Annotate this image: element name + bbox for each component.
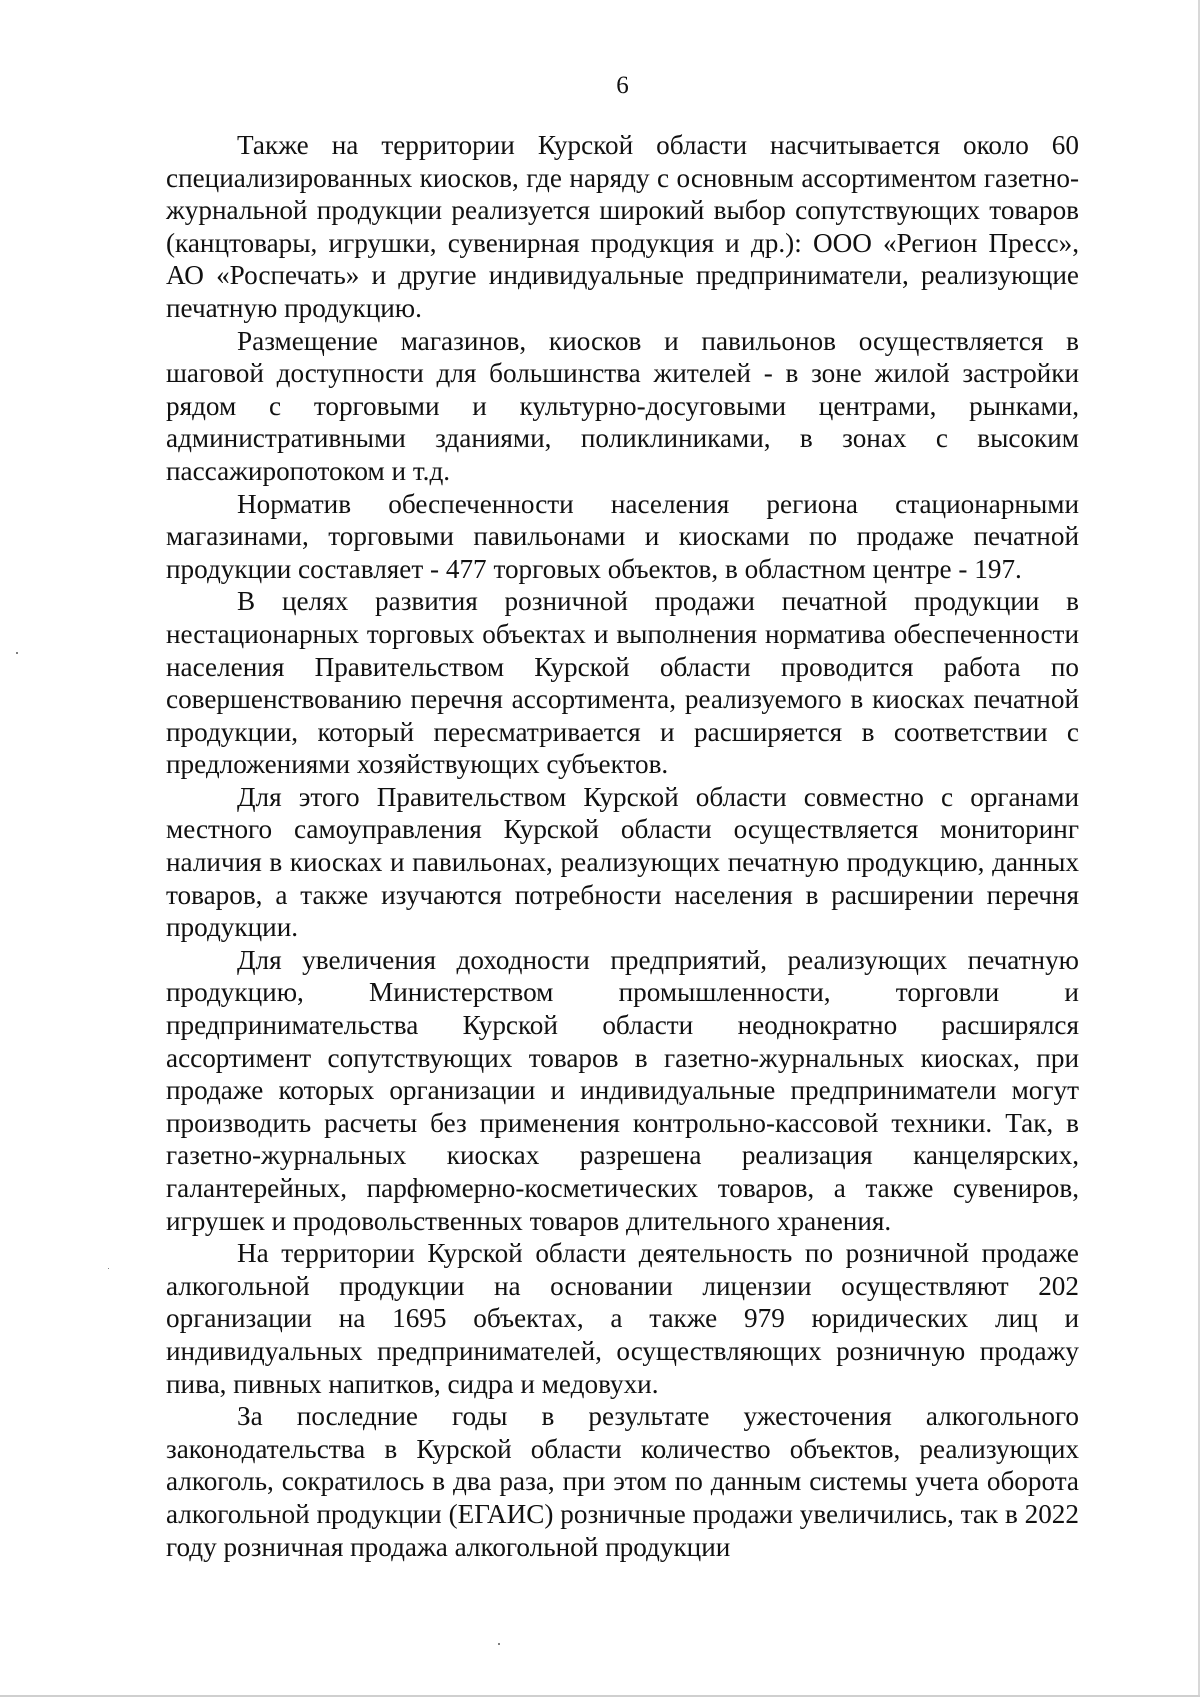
paragraph-development: В целях развития розничной продажи печатной продукции в нестационарных торговых объектах и выполнения норматива обеспеченности населения Правительством Курской области проводится работа по совершенствованию перечня ассортимента, реализуемого в киосках печатной продукции, который пересматривается и расширяется в соответствии с предложениями хозяйствующих субъектов. — [166, 586, 1079, 780]
paragraph-norm: Норматив обеспеченности населения региона стационарными магазинами, торговыми павильонами и киосками по продаже печатной продукции составляет - 477 торговых объектов, в областном центре - 197. — [166, 488, 1079, 584]
scan-speck — [16, 652, 18, 654]
scan-speck — [108, 1268, 109, 1269]
paragraph-monitoring: Для этого Правительством Курской области совместно с органами местного самоуправления Курской области осуществляется мониторинг наличия в киосках и павильонах, реализующих печатную продукцию, данных товаров, а также изучаются потребности населения в расширении перечня продукции. — [166, 781, 1079, 943]
paragraph-profitability: Для увеличения доходности предприятий, реализующих печатную продукцию, Министерством промышленности, торговли и предпринимательства Курской области неоднократно расширялся ассортимент сопутствующих товаров в газетно-журнальных киосках, при продаже которых организации и индивидуальные предприниматели могут производить расчеты без применения контрольно-кассовой техники. Так, в газетно-журнальных киосках разрешена реализация канцелярских, галантерейных, парфюмерно-косметических товаров, а также сувениров, игрушек и продовольственных товаров длительного хранения. — [166, 944, 1079, 1236]
page-number: 6 — [616, 72, 629, 99]
paragraph-alcohol-sales: За последние годы в результате ужесточения алкогольного законодательства в Курской области количество объектов, реализующих алкоголь, сократилось в два раза, при этом по данным системы учета оборота алкогольной продукции (ЕГАИС) розничные продажи увеличились, так в 2022 году розничная продажа алкогольной продукции — [166, 1401, 1079, 1562]
document-body — [166, 129, 1079, 1563]
paragraph-placement: Размещение магазинов, киосков и павильонов осуществляется в шаговой доступности для большинства жителей - в зоне жилой застройки рядом с торговыми и культурно-досуговыми центрами, рынками, административными зданиями, поликлиниками, в зонах с высоким пассажиропотоком и т.д. — [166, 325, 1079, 486]
scan-speck — [498, 1643, 500, 1645]
paragraph-kiosks: Также на территории Курской области насчитывается около 60 специализированных киосков, где наряду с основным ассортиментом газетно-журнальной продукции реализуется широкий выбор сопутствующих товаров (канцтовары, игрушки, сувенирная продукция и др.): ООО «Регион Пресс», АО «Роспечать» и другие индивидуальные предприниматели, реализующие печатную продукцию. — [166, 130, 1079, 323]
paragraph-alcohol-licenses: На территории Курской области деятельность по розничной продаже алкогольной продукции на основании лицензии осуществляют 202 организации на 1695 объектах, а также 979 юридических лиц и индивидуальных предпринимателей, осуществляющих розничную продажу пива, пивных напитков, сидра и медовухи. — [166, 1238, 1079, 1399]
